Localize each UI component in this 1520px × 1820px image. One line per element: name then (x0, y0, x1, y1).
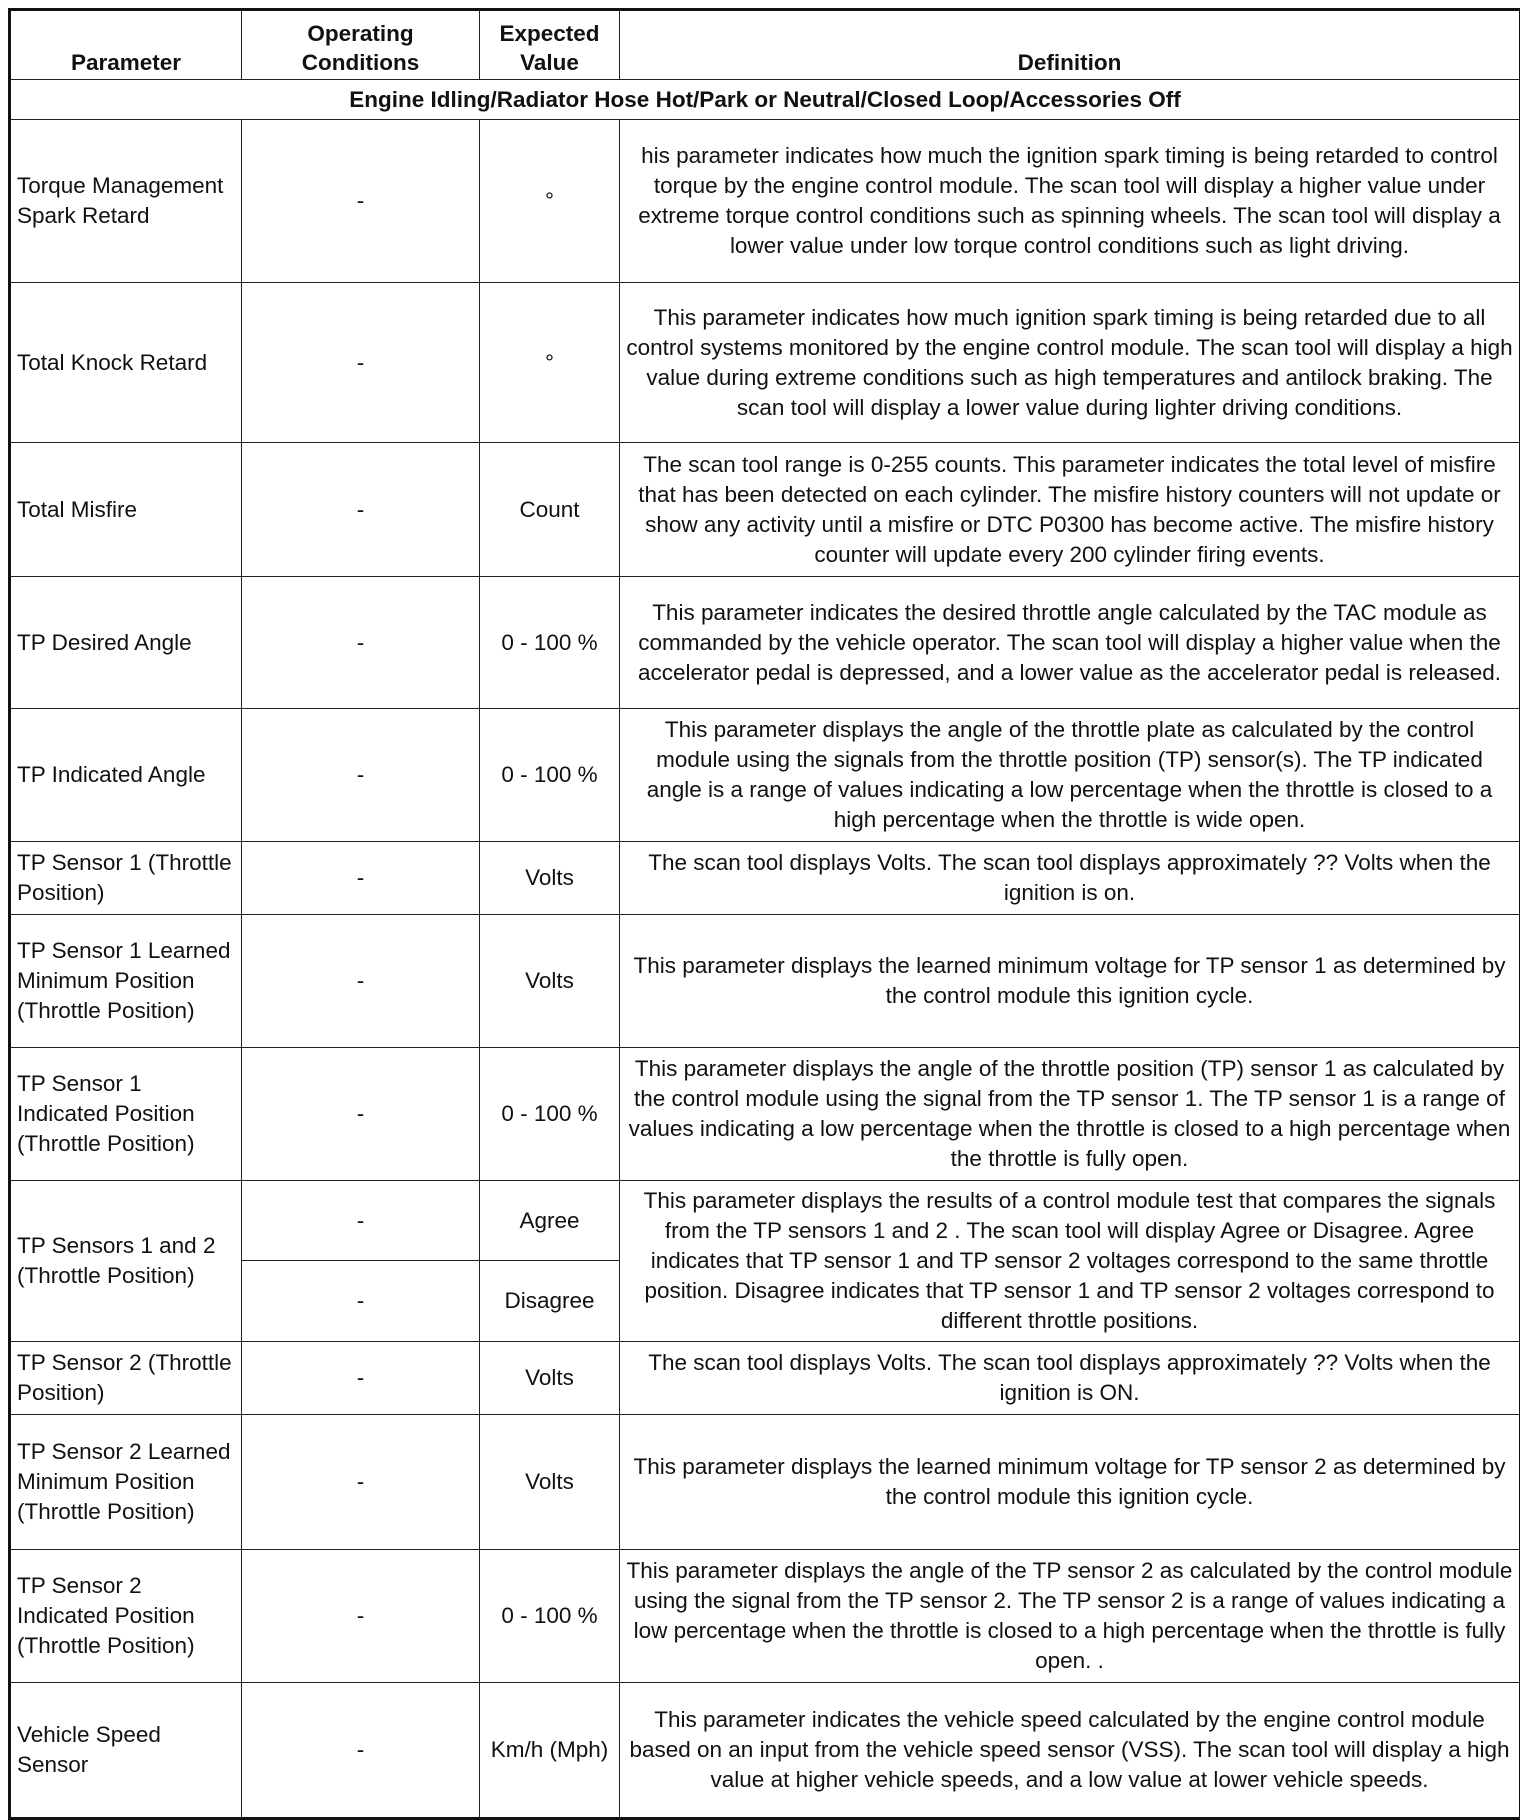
row-conditions: - (242, 1415, 480, 1550)
row-expected-value: ° (480, 120, 620, 283)
row-expected-value: ° (480, 283, 620, 443)
row-definition: This parameter indicates the desired throttle angle calculated by the TAC module as commanded by the vehicle operator. The scan tool will display a higher value when the accelerator pedal is depressed, and a lower value as the accelerator pedal is released. (620, 577, 1520, 709)
row-expected-value: Km/h (Mph) (480, 1683, 620, 1819)
row-conditions: - (242, 120, 480, 283)
row-expected-value: Count (480, 443, 620, 577)
row-conditions: - (242, 1550, 480, 1683)
row-conditions: - (242, 1342, 480, 1415)
row-expected-value: 0 - 100 % (480, 1550, 620, 1683)
row-definition: The scan tool range is 0-255 counts. This parameter indicates the total level of misfire that has been detected on each cylinder. The misfire history counters will not update or show any activity until a misfire or DTC P0300 has become active. The misfire history counter will update every 200 cylinder firing events. (620, 443, 1520, 577)
row-conditions: - (242, 842, 480, 915)
row-conditions-agree: - (242, 1181, 480, 1261)
table-row (10, 120, 1520, 283)
table-row (10, 1550, 1520, 1683)
parameter-table (8, 8, 1520, 1820)
header-operating-conditions: Operating Conditions (242, 10, 480, 80)
row-conditions: - (242, 577, 480, 709)
row-parameter: TP Sensor 2 Learned Minimum Position (Throttle Position) (10, 1415, 242, 1550)
table-row (10, 1342, 1520, 1415)
row-conditions: - (242, 1683, 480, 1819)
row-conditions-disagree: - (242, 1261, 480, 1342)
table-row (10, 915, 1520, 1048)
row-parameter: TP Sensor 1 Learned Minimum Position (Throttle Position) (10, 915, 242, 1048)
table-row (10, 709, 1520, 842)
table-row (10, 1048, 1520, 1181)
row-parameter: TP Desired Angle (10, 577, 242, 709)
row-parameter: TP Sensor 2 (Throttle Position) (10, 1342, 242, 1415)
table-row (10, 577, 1520, 709)
table-row (10, 1683, 1520, 1819)
row-definition: This parameter indicates the vehicle speed calculated by the engine control module based on an input from the vehicle speed sensor (VSS). The scan tool will display a high value at higher vehicle speeds, and a low value at lower vehicle speeds. (620, 1683, 1520, 1819)
row-parameter: TP Sensor 1 Indicated Position (Throttle Position) (10, 1048, 242, 1181)
row-conditions: - (242, 915, 480, 1048)
row-parameter: TP Sensor 2 Indicated Position (Throttle Position) (10, 1550, 242, 1683)
row-conditions: - (242, 709, 480, 842)
row-expected-value: 0 - 100 % (480, 1048, 620, 1181)
header-expected-value: Expected Value (480, 10, 620, 80)
row-definition: The scan tool displays Volts. The scan tool displays approximately ?? Volts when the ignition is ON. (620, 1342, 1520, 1415)
table-row (10, 1415, 1520, 1550)
row-conditions: - (242, 283, 480, 443)
header-row (10, 10, 1520, 80)
condition-row (10, 80, 1520, 120)
table-row (10, 283, 1520, 443)
row-expected-value: 0 - 100 % (480, 577, 620, 709)
table-row-split-a (10, 1181, 1520, 1261)
row-definition: This parameter displays the results of a control module test that compares the signals from the TP sensors 1 and 2 . The scan tool will display Agree or Disagree. Agree indicates that TP sensor 1 and TP sensor 2 voltages correspond to the same throttle position. Disagree indicates that TP sensor 1 and TP sensor 2 voltages correspond to different throttle positions. (620, 1181, 1520, 1342)
row-expected-value: Volts (480, 915, 620, 1048)
row-parameter: TP Sensors 1 and 2 (Throttle Position) (10, 1181, 242, 1342)
row-conditions: - (242, 1048, 480, 1181)
row-expected-value: Volts (480, 842, 620, 915)
row-definition: This parameter indicates how much ignition spark timing is being retarded due to all control systems monitored by the engine control module. The scan tool will display a high value during extreme conditions such as high temperatures and antilock braking. The scan tool will display a lower value during lighter driving conditions. (620, 283, 1520, 443)
row-conditions: - (242, 443, 480, 577)
row-definition: This parameter displays the learned minimum voltage for TP sensor 1 as determined by the control module this ignition cycle. (620, 915, 1520, 1048)
row-parameter: TP Indicated Angle (10, 709, 242, 842)
row-parameter: Torque Management Spark Retard (10, 120, 242, 283)
table-row (10, 842, 1520, 915)
condition-row-text: Engine Idling/Radiator Hose Hot/Park or Neutral/Closed Loop/Accessories Off (10, 80, 1520, 120)
row-parameter: Total Misfire (10, 443, 242, 577)
row-definition: This parameter displays the angle of the throttle plate as calculated by the control module using the signals from the throttle position (TP) sensor(s). The TP indicated angle is a range of values indicating a low percentage when the throttle is closed to a high percentage when the throttle is wide open. (620, 709, 1520, 842)
row-parameter: Total Knock Retard (10, 283, 242, 443)
row-definition: This parameter displays the learned minimum voltage for TP sensor 2 as determined by the control module this ignition cycle. (620, 1415, 1520, 1550)
row-expected-value-agree: Agree (480, 1181, 620, 1261)
row-definition: The scan tool displays Volts. The scan tool displays approximately ?? Volts when the ignition is on. (620, 842, 1520, 915)
table-row (10, 443, 1520, 577)
header-definition: Definition (620, 10, 1520, 80)
row-expected-value: Volts (480, 1415, 620, 1550)
row-parameter: Vehicle Speed Sensor (10, 1683, 242, 1819)
row-definition: his parameter indicates how much the ignition spark timing is being retarded to control torque by the engine control module. The scan tool will display a higher value under extreme torque control conditions such as spinning wheels. The scan tool will display a lower value under low torque control conditions such as light driving. (620, 120, 1520, 283)
row-expected-value-disagree: Disagree (480, 1261, 620, 1342)
row-definition: This parameter displays the angle of the throttle position (TP) sensor 1 as calculated by the control module using the signal from the TP sensor 1. The TP sensor 1 is a range of values indicating a low percentage when the throttle is closed to a high percentage when the throttle is fully open. (620, 1048, 1520, 1181)
row-parameter: TP Sensor 1 (Throttle Position) (10, 842, 242, 915)
header-parameter: Parameter (10, 10, 242, 80)
row-expected-value: Volts (480, 1342, 620, 1415)
row-definition: This parameter displays the angle of the TP sensor 2 as calculated by the control module using the signal from the TP sensor 2. The TP sensor 2 is a range of values indicating a low percentage when the throttle is closed to a high percentage when the throttle is fully open. . (620, 1550, 1520, 1683)
row-expected-value: 0 - 100 % (480, 709, 620, 842)
